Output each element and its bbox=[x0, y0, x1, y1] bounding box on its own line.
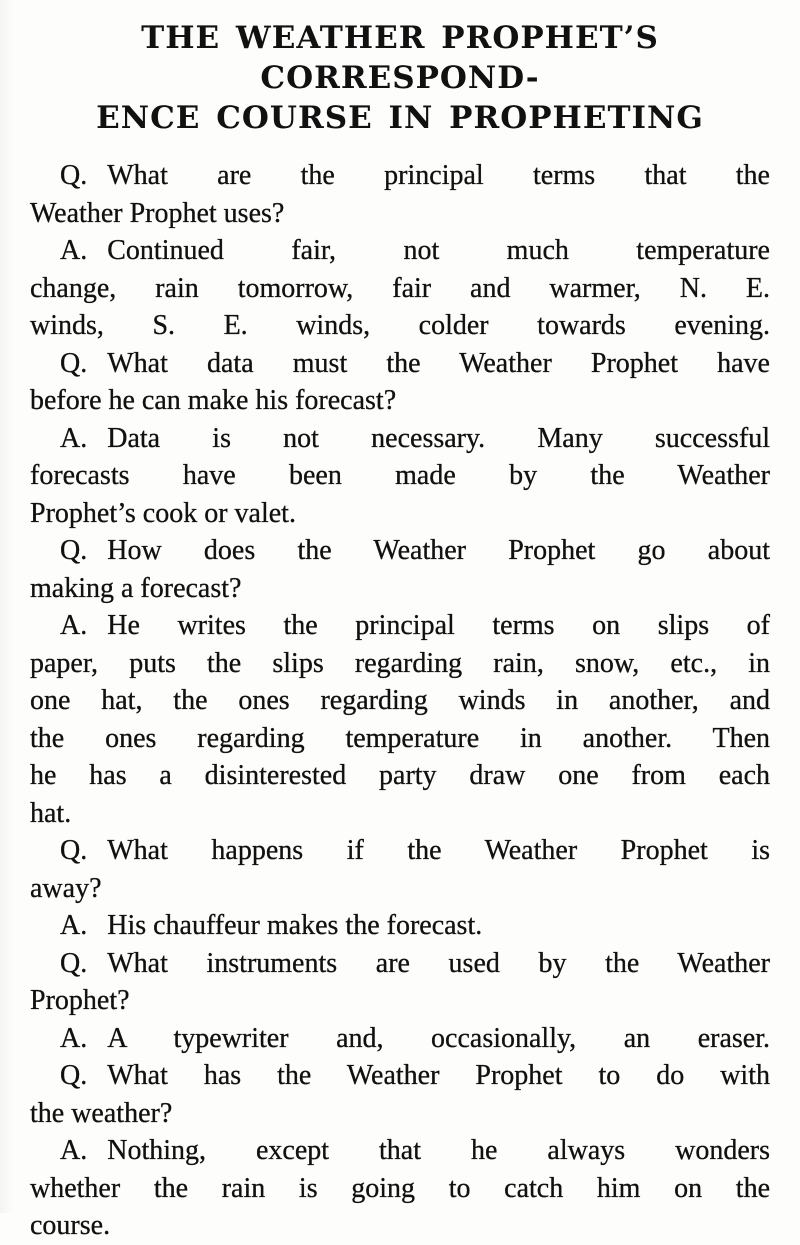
text-line: making a forecast? bbox=[30, 572, 242, 604]
text-line: one hat, the ones regarding winds in another, and bbox=[30, 685, 770, 716]
qa-paragraph bbox=[30, 532, 770, 607]
qa-text: He writes the principal terms on slips of bbox=[107, 610, 770, 641]
text-line: hat. bbox=[30, 797, 72, 829]
qa-text: Nothing, except that he always wonders bbox=[107, 1135, 770, 1166]
text-line bbox=[30, 907, 770, 945]
qa-text: What are the principal terms that the bbox=[107, 160, 770, 191]
qa-list bbox=[30, 157, 770, 1245]
title-line-1: THE WEATHER PROPHET’S CORRESPOND- bbox=[141, 20, 659, 96]
text-line: winds, S. E. winds, colder towards evening. bbox=[30, 310, 770, 341]
qa-prefix: Q. bbox=[60, 947, 88, 979]
qa-prefix: A. bbox=[60, 1135, 88, 1166]
qa-prefix: A. bbox=[60, 610, 88, 641]
text-line bbox=[30, 1020, 770, 1058]
qa-text: What instruments are used by the Weather bbox=[107, 947, 770, 979]
qa-prefix: Q. bbox=[60, 160, 88, 191]
qa-text: His chauffeur makes the forecast. bbox=[107, 910, 483, 941]
qa-paragraph bbox=[30, 945, 770, 1020]
text-line: before he can make his forecast? bbox=[30, 385, 397, 416]
qa-paragraph bbox=[30, 1020, 770, 1058]
qa-prefix: Q. bbox=[60, 347, 88, 379]
qa-paragraph bbox=[30, 1132, 770, 1245]
text-line: course. bbox=[30, 1210, 111, 1241]
qa-prefix: Q. bbox=[60, 1060, 88, 1091]
qa-paragraph bbox=[30, 1057, 770, 1132]
qa-paragraph bbox=[30, 232, 770, 345]
text-line bbox=[30, 532, 770, 570]
qa-paragraph bbox=[30, 157, 770, 232]
qa-prefix: Q. bbox=[60, 835, 88, 866]
qa-text: What has the Weather Prophet to do with bbox=[107, 1060, 770, 1091]
qa-prefix: A. bbox=[60, 235, 88, 266]
qa-text: A typewriter and, occasionally, an eraser. bbox=[107, 1022, 770, 1054]
text-line bbox=[30, 1057, 770, 1095]
qa-paragraph bbox=[30, 607, 770, 832]
text-line bbox=[30, 832, 770, 870]
qa-text: What happens if the Weather Prophet is bbox=[107, 835, 770, 866]
text-line: away? bbox=[30, 872, 102, 904]
text-line: the weather? bbox=[30, 1097, 173, 1129]
text-line bbox=[30, 1132, 770, 1170]
qa-text: Continued fair, not much temperature bbox=[107, 235, 770, 266]
qa-paragraph bbox=[30, 832, 770, 907]
text-line: the ones regarding temperature in another. Then bbox=[30, 722, 770, 754]
text-line bbox=[30, 607, 770, 645]
text-line bbox=[30, 420, 770, 458]
text-line: change, rain tomorrow, fair and warmer, N. E. bbox=[30, 272, 770, 304]
qa-paragraph bbox=[30, 345, 770, 420]
text-line: Prophet? bbox=[30, 985, 130, 1016]
qa-prefix: A. bbox=[60, 422, 88, 454]
qa-text: How does the Weather Prophet go about bbox=[107, 535, 770, 566]
qa-paragraph bbox=[30, 907, 770, 945]
text-line bbox=[30, 232, 770, 270]
text-line: paper, puts the slips regarding rain, snow, etc., in bbox=[30, 647, 770, 679]
text-line: Weather Prophet uses? bbox=[30, 197, 285, 229]
qa-prefix: A. bbox=[60, 1022, 88, 1054]
text-line bbox=[30, 945, 770, 983]
qa-text: What data must the Weather Prophet have bbox=[107, 347, 770, 379]
text-line: forecasts have been made by the Weather bbox=[30, 460, 770, 491]
text-line: Prophet’s cook or valet. bbox=[30, 497, 296, 529]
qa-paragraph bbox=[30, 420, 770, 533]
text-line: he has a disinterested party draw one from each bbox=[30, 760, 770, 791]
text-line: whether the rain is going to catch him on the bbox=[30, 1172, 770, 1204]
qa-prefix: Q. bbox=[60, 535, 88, 566]
qa-prefix: A. bbox=[60, 910, 88, 941]
title-line-2: ENCE COURSE IN PROPHETING bbox=[96, 100, 704, 136]
page-title bbox=[30, 18, 770, 138]
text-line bbox=[30, 345, 770, 383]
qa-text: Data is not necessary. Many successful bbox=[107, 422, 770, 454]
text-line bbox=[30, 157, 770, 195]
